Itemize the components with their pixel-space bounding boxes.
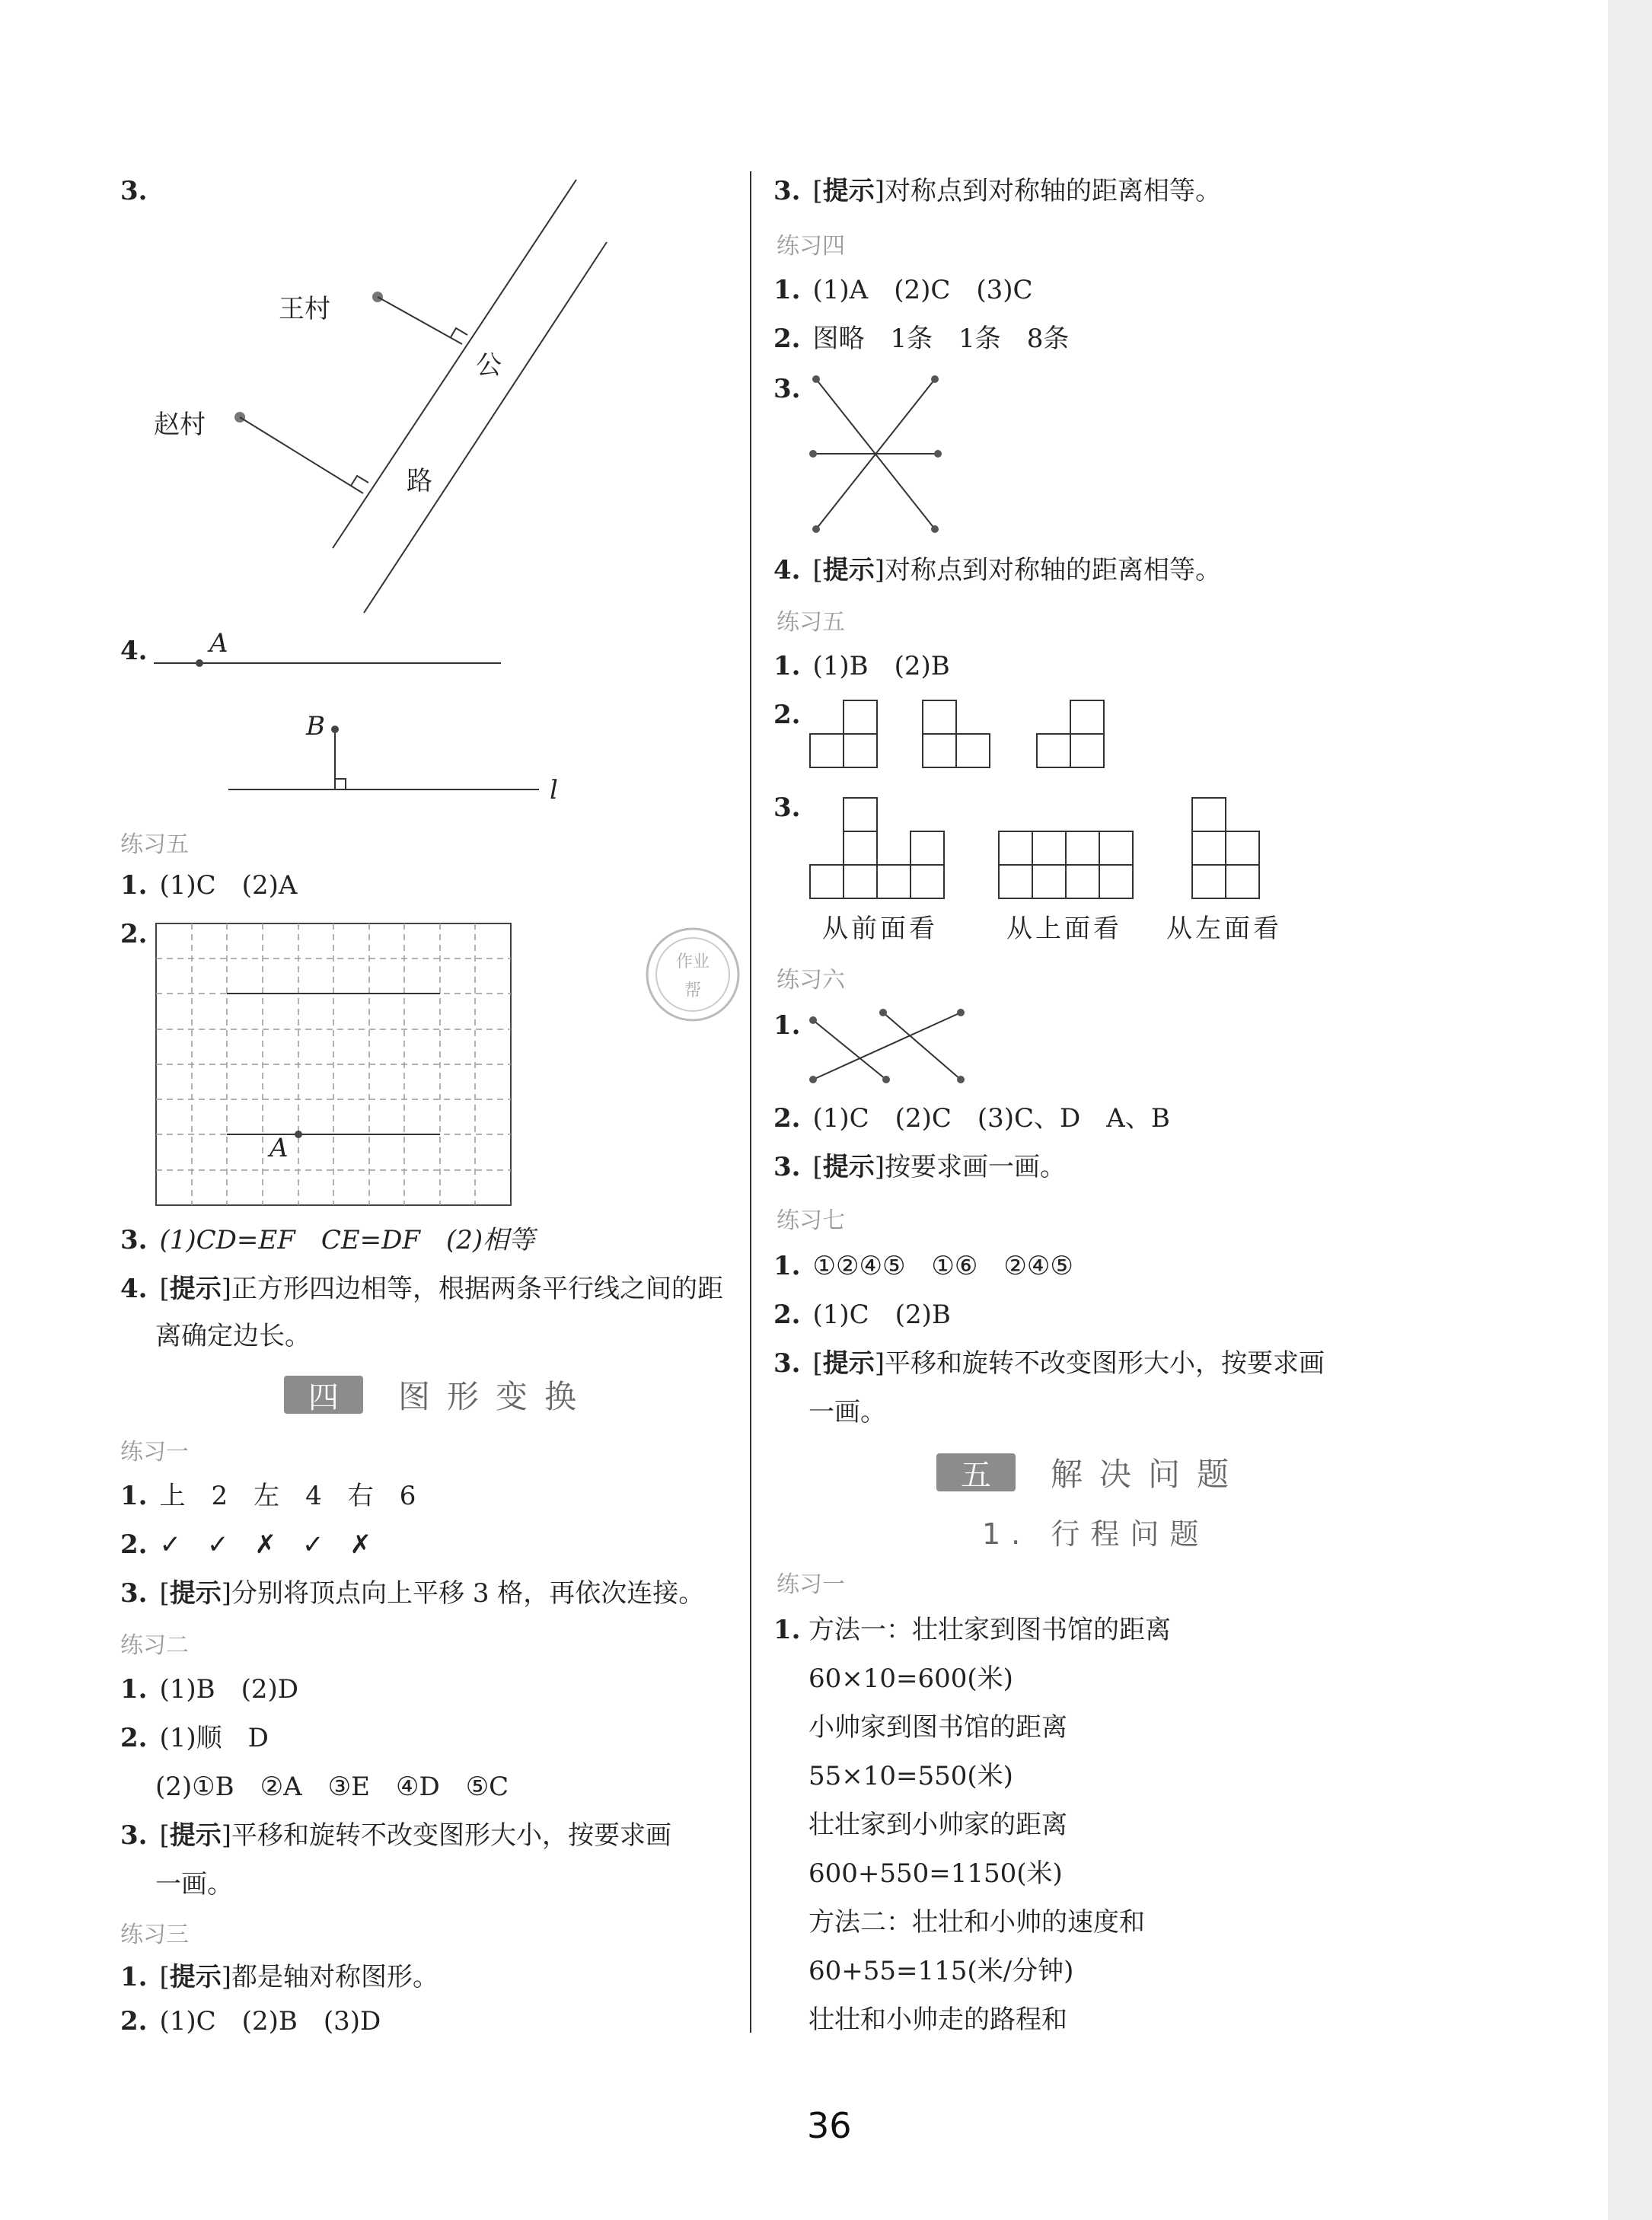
answer-line: 1. (1)B (2)B <box>773 651 950 681</box>
solution-line: 壮壮和小帅走的路程和 <box>808 2005 1067 2035</box>
section-heading: 练习五 <box>120 831 189 858</box>
solution-line: 600+550=1150(米) <box>808 1858 1063 1889</box>
grid-label-a: A <box>269 1133 289 1163</box>
section-heading: 练习三 <box>120 1922 189 1948</box>
item-number: 4. <box>120 636 148 666</box>
answer-line: 3. (1)CD=EF CE=DF (2)相等 <box>120 1225 535 1255</box>
view-label-left: 从左面看 <box>1166 914 1282 944</box>
item-number: 3. <box>773 374 801 404</box>
solution-line: 壮壮家到小帅家的距离 <box>808 1810 1067 1840</box>
section-heading: 练习四 <box>777 233 845 260</box>
chapter-heading: 五 解决问题 <box>936 1450 1245 1495</box>
answer-line: 3. [提示]平移和旋转不改变图形大小，按要求画 <box>773 1348 1325 1379</box>
solution-line: 方法二：壮壮和小帅的速度和 <box>808 1907 1145 1938</box>
section-heading: 练习五 <box>777 609 845 636</box>
answer-line: 离确定边长。 <box>155 1321 311 1351</box>
item-number: 3. <box>120 176 148 206</box>
stamp-bottom-text: 帮 <box>684 981 702 1000</box>
answer-line: 2. (1)C (2)B (3)D <box>120 2006 381 2037</box>
item-number: 1. <box>773 1615 801 1645</box>
solution-line: 55×10=550(米) <box>808 1761 1013 1791</box>
answer-line: 1. (1)C (2)A <box>120 870 298 901</box>
section-heading: 练习二 <box>120 1632 189 1659</box>
answer-line: 一画。 <box>808 1397 886 1427</box>
subsection-title: 1. 行程问题 <box>982 1517 1210 1551</box>
item-number: 2. <box>120 919 148 949</box>
chapter-heading: 四 图形变换 <box>284 1372 593 1418</box>
label-zhao-village: 赵村 <box>154 410 206 440</box>
answer-line: 3. [提示]分别将顶点向上平移 3 格，再依次连接。 <box>120 1578 705 1609</box>
solution-line: 小帅家到图书馆的距离 <box>808 1712 1067 1743</box>
view-label-front: 从前面看 <box>822 914 938 944</box>
item-number: 1. <box>773 1010 801 1041</box>
solution-line: 60×10=600(米) <box>808 1663 1013 1694</box>
label-road-gong: 公 <box>476 350 502 381</box>
label-a: A <box>209 628 228 659</box>
item-number: 3. <box>773 793 801 823</box>
section-heading: 练习六 <box>777 967 845 994</box>
label-b: B <box>306 711 325 742</box>
label-road-lu: 路 <box>407 466 432 496</box>
answer-line: 3. [提示]平移和旋转不改变图形大小，按要求画 <box>120 1820 672 1851</box>
label-l: l <box>550 775 558 805</box>
view-label-top: 从上面看 <box>1006 914 1122 944</box>
answer-line: 2. ✓ ✓ ✗ ✓ ✗ <box>120 1529 372 1560</box>
answer-line: 2. (1)C (2)C (3)C、D A、B <box>773 1103 1170 1134</box>
answer-line: 3. [提示]按要求画一画。 <box>773 1152 1067 1182</box>
item-number: 2. <box>773 700 801 730</box>
answer-line: 3. [提示]对称点到对称轴的距离相等。 <box>773 176 1222 206</box>
answer-line: 2. (1)顺 D <box>120 1723 269 1753</box>
stamp-top-text: 作业 <box>675 952 710 971</box>
answer-line: 一画。 <box>155 1869 233 1899</box>
answer-line: 2. (1)C (2)B <box>773 1300 951 1330</box>
section-heading: 练习七 <box>777 1207 845 1234</box>
answer-line: 1. [提示]都是轴对称图形。 <box>120 1962 439 1992</box>
answer-line: 1. (1)B (2)D <box>120 1674 299 1705</box>
page-number: 36 <box>807 2105 852 2146</box>
answer-line: 2. 图略 1条 1条 8条 <box>773 324 1070 354</box>
answer-line: 1. 上 2 左 4 右 6 <box>120 1481 416 1511</box>
answer-line: 4. [提示]对称点到对称轴的距离相等。 <box>773 555 1222 585</box>
label-wang-village: 王村 <box>279 294 330 324</box>
answer-line: (2)①B ②A ③E ④D ⑤C <box>155 1772 509 1802</box>
solution-line: 方法一：壮壮家到图书馆的距离 <box>808 1615 1171 1645</box>
section-heading: 练习一 <box>120 1439 189 1466</box>
solution-line: 60+55=115(米/分钟) <box>808 1956 1074 1986</box>
answer-line: 1. ①②④⑤ ①⑥ ②④⑤ <box>773 1251 1073 1281</box>
answer-line: 4. [提示]正方形四边相等，根据两条平行线之间的距 <box>120 1274 724 1304</box>
answer-line: 1. (1)A (2)C (3)C <box>773 275 1033 305</box>
section-heading: 练习一 <box>777 1571 845 1598</box>
